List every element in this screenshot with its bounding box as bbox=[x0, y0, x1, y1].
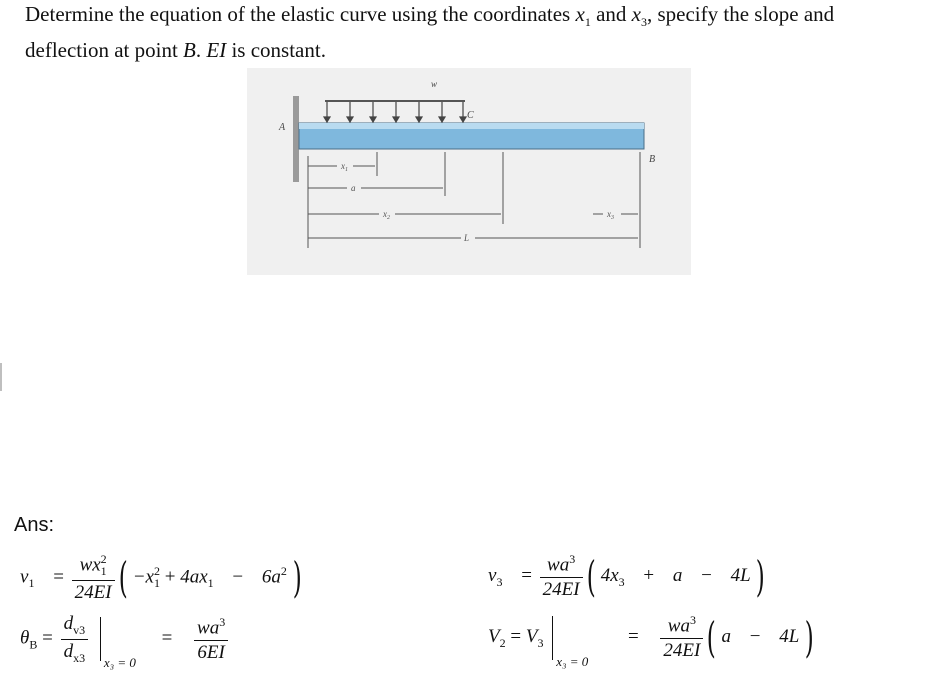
dim-x2-label: $x_2$ bbox=[383, 209, 390, 221]
v3-fraction: $\frac{wa^3}{24EI}$ bbox=[540, 552, 583, 601]
deflection-fraction: $\frac{wa^3}{24EI}$ bbox=[660, 613, 703, 662]
load-label: w bbox=[431, 79, 438, 89]
v1-fraction: $\frac{wx^2_1}{24EI}$ bbox=[72, 552, 115, 604]
dim-x3-label: $x_3$ bbox=[607, 209, 614, 221]
equation-v3: $v_3$ = $\frac{wa^3}{24EI}$ ( $4x_3 + a - 4L$ ) bbox=[488, 551, 766, 601]
point-b-label: B bbox=[649, 154, 656, 165]
load-arrows bbox=[324, 102, 466, 122]
answer-label: Ans: bbox=[14, 514, 55, 536]
problem-line-1: Determine the equation of the elastic curve using the coordinates $x_1$ and $x_3$, specify the slope and bbox=[25, 2, 835, 30]
problem-statement bbox=[25, 0, 925, 64]
point-c-label: C bbox=[467, 110, 474, 121]
dim-l-label: L bbox=[464, 233, 470, 243]
dim-a-label: a bbox=[351, 183, 356, 193]
beam-diagram bbox=[247, 68, 691, 275]
dim-x1-label: $x_1$ bbox=[341, 161, 348, 173]
load-bar bbox=[325, 100, 465, 102]
beam-figure bbox=[247, 68, 691, 275]
problem-line-2: deflection at point B. EI is constant. bbox=[25, 38, 326, 63]
dimension-lines bbox=[308, 152, 640, 248]
evaluation-bar-v3: x₃ = 0 bbox=[552, 616, 609, 660]
evaluation-bar: x₃ = 0 bbox=[100, 617, 157, 661]
point-a-label: A bbox=[279, 122, 286, 133]
theta-fraction: $\frac{wa^3}{6EI}$ bbox=[194, 615, 228, 664]
equation-deflection-b: $V_2 = V_3$ x₃ = 0 = $\frac{wa^3}{24EI}$ ( a − 4L ) bbox=[488, 612, 814, 669]
margin-marker bbox=[0, 363, 2, 391]
equation-theta-b: $\theta_B$ = $\frac{d_{v3}}{d_{x3}}$ x₃ = 0 = $\frac{wa^3}{6EI}$ bbox=[20, 613, 231, 666]
derivative-fraction: $\frac{d_{v3}}{d_{x3}}$ bbox=[61, 613, 89, 666]
fixed-support bbox=[293, 96, 299, 182]
equation-v1: $v_1$ = $\frac{wx^2_1}{24EI}$ ( $-x^2_1 + 4ax_1 - 6a^2$ ) bbox=[20, 552, 302, 604]
beam-highlight bbox=[299, 123, 644, 129]
